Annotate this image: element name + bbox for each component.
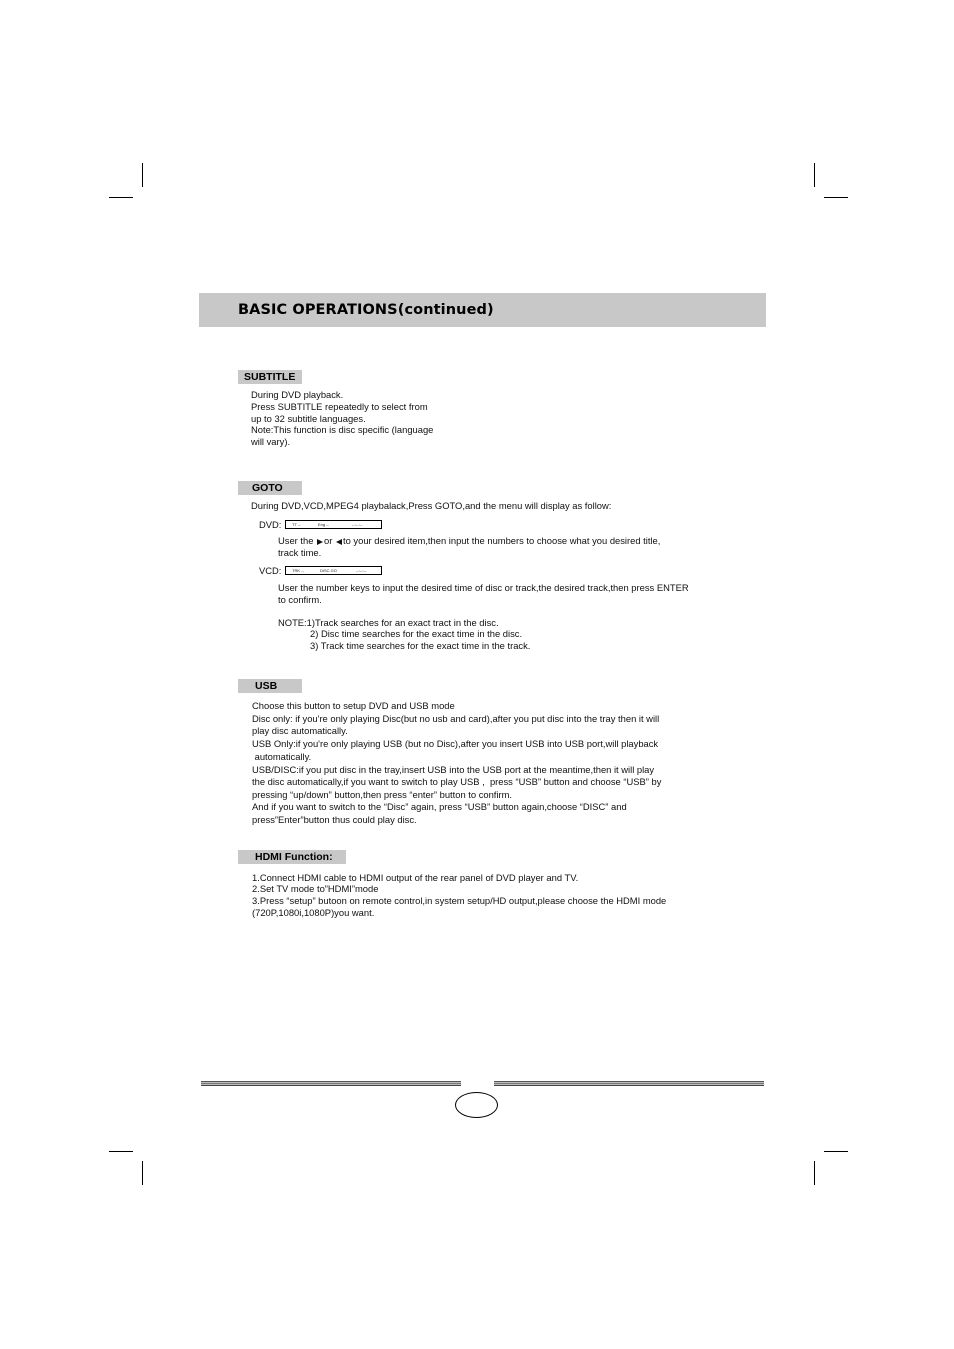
text-fragment: User the: [278, 535, 317, 546]
text-fragment: to your desired item,then input the numbers to choose what you desired title,: [343, 535, 661, 546]
section-label-text: HDMI Function:: [255, 851, 333, 863]
page-title: BASIC OPERATIONS(continued): [238, 302, 494, 318]
text-line: User the number keys to input the desired time of disc or track,the desired track,then press ENTER: [278, 582, 689, 593]
text-line: 3.Press “setup” butoon on remote control,in system setup/HD output,please choose the HDMI mode: [252, 895, 667, 906]
crop-mark: [142, 163, 143, 187]
osd-time-field: --:--:--: [356, 568, 367, 573]
footer-rule-right: [494, 1081, 764, 1086]
section-label-usb: [238, 679, 302, 693]
osd-track-field: TRK --: [292, 568, 304, 573]
play-right-icon: [317, 539, 323, 545]
note-line: 3) Track time searches for the exact time in the track.: [310, 640, 531, 651]
section-label-goto: [238, 481, 302, 495]
text-line: (720P,1080i,1080P)you want.: [252, 907, 375, 918]
play-left-icon: [336, 539, 342, 545]
text-line: to confirm.: [278, 594, 322, 605]
text-line: Choose this button to setup DVD and USB mode: [252, 700, 455, 711]
text-line: Note:This function is disc specific (language: [251, 424, 434, 435]
crop-mark: [814, 163, 815, 187]
dvd-osd-bar: [285, 520, 382, 529]
text-line: will vary).: [251, 436, 291, 447]
text-line: the disc automatically,if you want to switch to play USB , press “USB” button and choose “USB” by: [252, 776, 662, 787]
dvd-instruction-line: [278, 535, 660, 547]
goto-intro: During DVD,VCD,MPEG4 playbalack,Press GOTO,and the menu will display as follow:: [251, 500, 612, 511]
vcd-osd-bar: [285, 566, 382, 575]
text-fragment: or: [324, 535, 335, 546]
section-label-hdmi: [238, 850, 346, 864]
section-label-text: GOTO: [252, 482, 283, 494]
text-line: Press SUBTITLE repeatedly to select from: [251, 401, 428, 412]
text-line: track time.: [278, 547, 322, 558]
note-line: NOTE:1)Track searches for an exact tract in the disc.: [278, 617, 499, 628]
osd-language-field: Eng --: [318, 522, 329, 527]
section-label-text: SUBTITLE: [244, 371, 296, 383]
crop-mark: [109, 1151, 133, 1152]
note-line: 2) Disc time searches for the exact time in the disc.: [310, 628, 523, 639]
text-line: USB/DISC:if you put disc in the tray,insert USB into the USB port at the meantime,then it will play: [252, 764, 655, 775]
text-line: Disc only: if you're only playing Disc(but no usb and card),after you put disc into the tray then it will: [252, 713, 660, 724]
text-line: During DVD playback.: [251, 389, 344, 400]
crop-mark: [142, 1161, 143, 1185]
page-header: [199, 293, 766, 327]
text-line: play disc automatically.: [252, 725, 348, 736]
text-line: up to 32 subtitle languages.: [251, 413, 366, 424]
osd-title-field: TT --: [292, 522, 301, 527]
dvd-label: DVD:: [259, 519, 282, 530]
osd-disc-field: DISC GO: [320, 568, 337, 573]
text-line: pressing “up/down” button,then press “enter” button to confirm.: [252, 789, 513, 800]
text-line: USB Only:if you're only playing USB (but no Disc),after you insert USB into USB port,will playback: [252, 738, 659, 749]
osd-time-field: --:--:--: [352, 522, 363, 527]
crop-mark: [109, 197, 133, 198]
footer-rule-left: [201, 1081, 461, 1086]
crop-mark: [824, 1151, 848, 1152]
vcd-label: VCD:: [259, 565, 282, 576]
section-label-text: USB: [255, 680, 278, 692]
text-line: 1.Connect HDMI cable to HDMI output of the rear panel of DVD player and TV.: [252, 872, 579, 883]
text-line: press”Enter”button thus could play disc.: [252, 814, 417, 825]
page-number-oval: [455, 1092, 498, 1118]
crop-mark: [824, 197, 848, 198]
text-line: automatically.: [252, 751, 312, 762]
section-label-subtitle: [238, 370, 302, 384]
text-line: 2.Set TV mode to”HDMI”mode: [252, 883, 379, 894]
crop-mark: [814, 1161, 815, 1185]
text-line: And if you want to switch to the “Disc” again, press “USB” button again,choose “DISC” and: [252, 801, 627, 812]
